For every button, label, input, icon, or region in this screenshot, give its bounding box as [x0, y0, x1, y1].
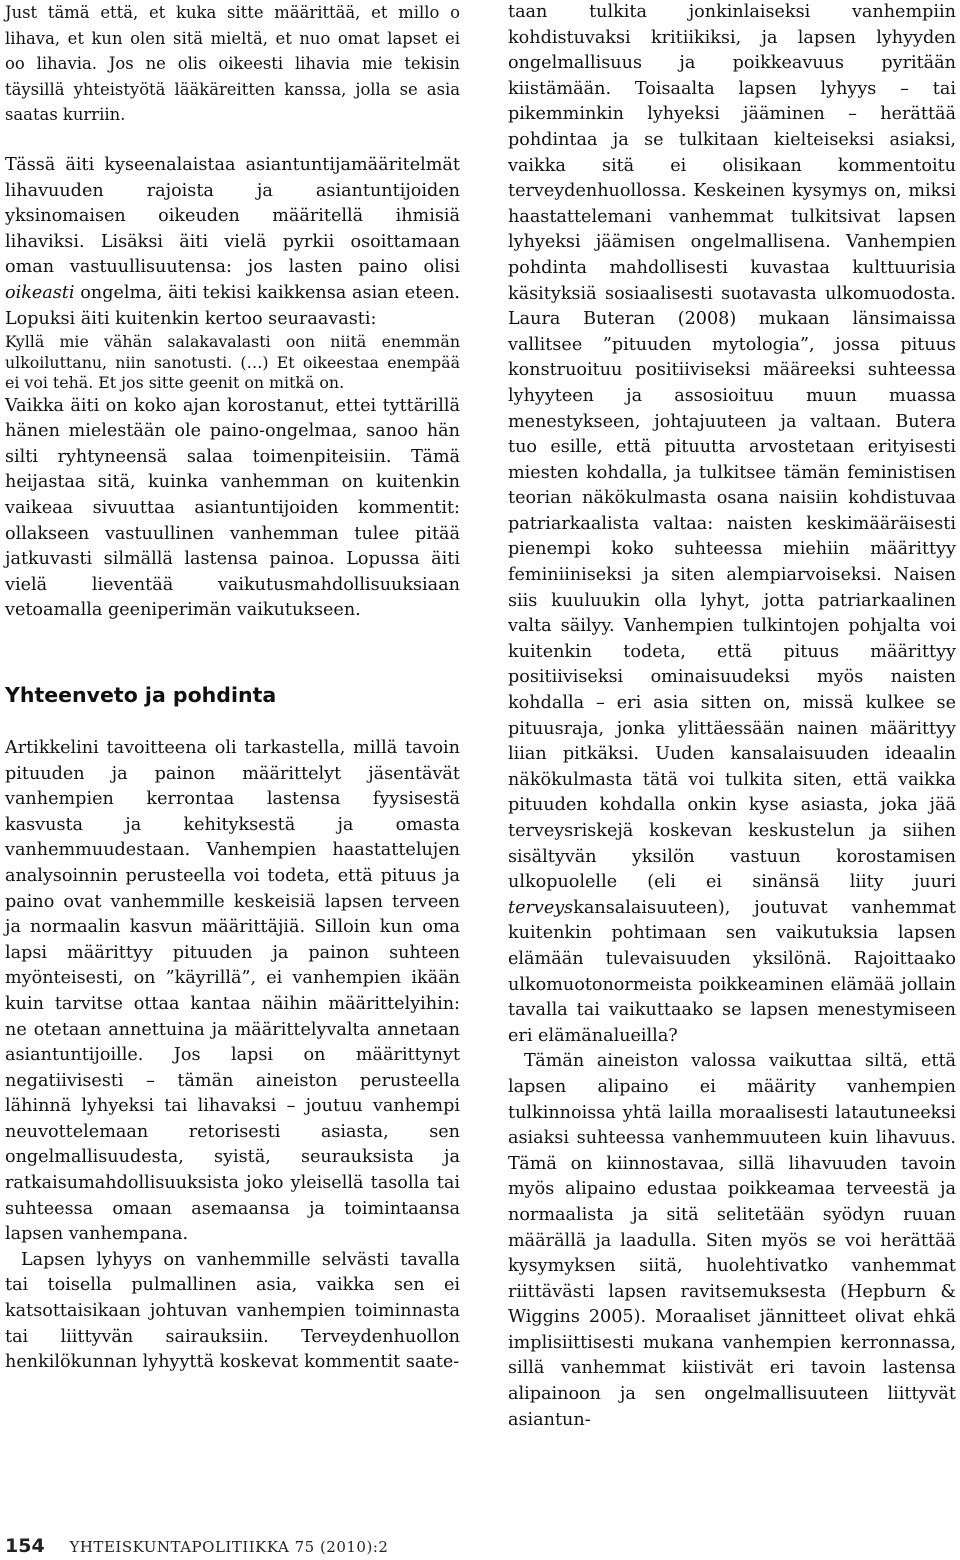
paragraph-continuation-text-2: kansalaisuuteen), joutuvat vanhemmat kuitenkin pohtimaan sen vaikutuksia lapsen elämään tulevaisuuden yksilönä. Rajoittaako ulkomuotonormeista poikkeaminen elämää jollain tavalla tai vaikuttaako se lapsen menestymiseen eri elämänalueilla? [508, 897, 956, 1046]
paragraph-analysis-text-2: ongelma, äiti tekisi kaikkensa asian eteen. Lopuksi äiti kuitenkin kertoo seuraavasti: [5, 282, 460, 329]
block-quote: Kyllä mie vähän salakavalasti oon niitä enemmän ulkoiluttanu, niin sanotusti. (…) Et oikeestaa enempää ei voi tehä. Et jos sitte geenit on mitkä on. [5, 332, 460, 393]
paragraph-analysis [5, 153, 460, 332]
paragraph-underweight: Tämän aineiston valossa vaikuttaa siltä, että lapsen alipaino ei määrity vanhempien tulkinnoissa yhtä lailla moraalisesti latautuneeksi asiaksi suhteessa vanhemmuuteen kuin lihavuus. Tämä on kiinnostavaa, sillä lihavuuden tavoin myös alipaino edustaa poikkeamaa terveestä ja normaalista ja sitä selitetään syödyn ruuan määrällä ja laadulla. Siten myös se voi herättää kysymyksen siitä, huolehtivatko vanhemmat riittävästi lapsen ravitsemuksesta (Hepburn & Wiggins 2005). Moraaliset jännitteet olivat ehkä implisiittisesti mukana vanhempien kerronnassa, sillä vanhemmat kiistivät eri tavoin lastensa alipainoon ja sen ongelmallisuuteen liittyvät asiantun- [508, 1051, 956, 1430]
paragraph-opening-quote: Just tämä että, et kuka sitte määrittää, et millo o lihava, et kun olen sitä mieltä, et nuo omat lapset ei oo lihavia. Jos ne olis oikeesti lihavia mie tekisin täysillä yhteistyötä lääkäreitten kanssa, jolla se asia saatas kurriin. [5, 3, 460, 125]
section-heading: Yhteenveto ja pohdinta [5, 682, 277, 707]
paragraph-analysis-text-1: Tässä äiti kyseenalaistaa asiantuntijamääritelmät lihavuuden rajoista ja asiantuntijoiden yksinomaisen oikeuden määritellä ihmisiä lihaviksi. Lisäksi äiti vielä pyrkii osoittamaan oman vastuullisuutensa: jos lasten paino olisi [5, 154, 460, 278]
journal-name: YHTEISKUNTAPOLITIIKKA 75 (2010):2 [69, 1538, 389, 1556]
paragraph-summary: Artikkelini tavoitteena oli tarkastella, millä tavoin pituuden ja painon määrittelyt jäsentävät vanhempien kerrontaa lastensa fyysisestä kasvusta ja kehityksestä ja omasta vanhemmuudestaan. Vanhempien haastattelujen analysoinnin perusteella voi todeta, että pituus ja paino ovat vanhemmille keskeisiä lapsen terveen ja normaalin kasvun määrittäjiä. Silloin kun oma lapsi määrittyy pituuden ja painon suhteen myönteisesti, on ”käyrillä”, ei vanhempien ikään kuin tarvitse ottaa kantaa näihin määrittelyihin: ne otetaan annettuina ja määrittelyvalta annetaan asiantuntijoille. Jos lapsi on määrittynyt negatiivisesti – tämän aineiston perusteella lähinnä lyhyeksi tai lihavaksi – joutuu vanhempi neuvottelemaan retorisesti asiasta, sen ongelmallisuudesta, syistä, seurauksista ja ratkaisumahdollisuuksista joko yleisellä tasolla tai suhteessa omaan asemaansa ja toimintaansa lapsen vanhempana. [5, 737, 460, 1245]
right-column [508, 0, 956, 1433]
emphasis-terveys: terveys [508, 897, 574, 918]
paragraph-mother-commentary: Vaikka äiti on koko ajan korostanut, ettei tyttärillä hänen mielestään ole paino-ongelmaa, sanoo hän silti ryhtyneensä salaa toimenpiteisiin. Tämä heijastaa sitä, kuinka vanhemman on kuitenkin vaikeaa sivuuttaa asiantuntijoiden kommentit: ollakseen vastuullinen vanhemman tulee pitää jatkuvasti silmällä lastensa painoa. Lopussa äiti vielä lieventää vaikutusmahdollisuuksiaan vetoamalla geeniperimän vaikutukseen. [5, 395, 460, 621]
page-footer [5, 1535, 388, 1557]
paragraph-continuation [508, 0, 956, 1049]
emphasis-oikeasti: oikeasti [5, 282, 75, 303]
left-column [5, 0, 460, 1376]
paragraph-shortness: Lapsen lyhyys on vanhemmille selvästi tavalla tai toisella pulmallinen asia, vaikka sen ei katsottaisikaan johtuvan vanhempien toiminnasta tai liittyvän sairauksiin. Terveydenhuollon henkilökunnan lyhyyttä koskevat kommentit saate- [5, 1249, 460, 1373]
paragraph-continuation-text-1: taan tulkita jonkinlaiseksi vanhempiin kohdistuvaksi kritiikiksi, ja lapsen lyhyyden ongelmallisuus ja poikkeavuus pyritään kiistämään. Toisaalta lapsen lyhyys – tai pikemminkin lyhyeksi jääminen – herättää pohdintaa ja se tulkitaan kielteiseksi asiaksi, vaikka sitä ei olisikaan kommentoitu terveydenhuollossa. Keskeinen kysymys on, miksi haastattelemani vanhemmat tulkitsivat lapsen lyhyeksi jäämisen ongelmallisena. Vanhempien pohdinta mahdollisesti kuvastaa kulttuurisia käsityksiä sosiaalisesti suotavasta ulkomuodosta. Laura Buteran (2008) mukaan länsimaissa vallitsee ”pituuden mytologia”, jossa pituus konstruoituu positiiviseksi määreeksi suhteessa lyhyyteen ja assosioituu muun muassa menestykseen, johtajuuteen ja valtaan. Butera tuo esille, että pituutta arvostetaan erityisesti miesten kohdalla, ja tulkitsee tämän feministisen teorian näkökulmasta osana naisiin kohdistuvaa patriarkaalista valtaa: naisten keskimääräisesti pienempi koko suhteessa miehiin määrittyy feminiiniseksi ja siten alempiarvoiseksi. Naisen siis kuuluukin olla lyhyt, jotta patriarkaalinen valta säilyy. Vanhempien tulkintojen pohjalta voi kuitenkin todeta, että pituus määrittyy positiiviseksi ominaisuudeksi myös naisten kohdalla – eri asia sitten on, missä kulkee se pituusraja, jonka ylittäessään nainen määrittyy liian pitkäksi. Uuden kansalaisuuden ideaalin näkökulmasta tätä voi tulkita siten, että vaikka pituuden kohdalla onkin kyse asiasta, joka jää terveysriskejä koskevan keskustelun ja siihen sisältyvän yksilön vastuun korostamisen ulkopuolelle (eli ei sinänsä liity juuri [508, 2, 956, 893]
page-number: 154 [5, 1535, 45, 1557]
